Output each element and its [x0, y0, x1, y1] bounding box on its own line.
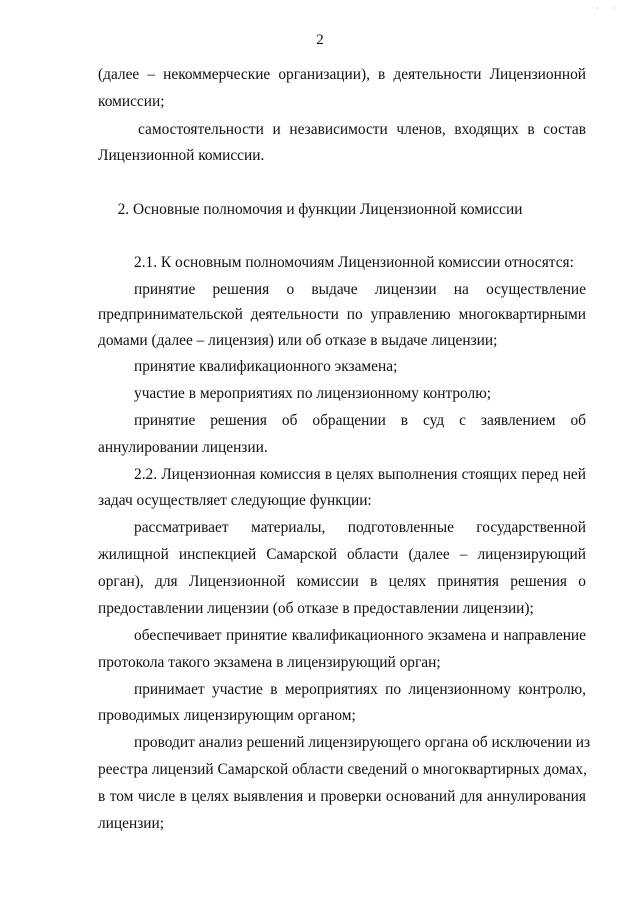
body-line: обеспечивает принятие квалификационного экзамена и направление: [134, 627, 586, 644]
body-line: (далее – некоммерческие организации), в деятельности Лицензионной: [98, 66, 586, 83]
body-line: проводимых лицензирующим органом;: [98, 707, 356, 724]
body-line: рассматривает материалы, подготовленные государственной: [134, 519, 586, 536]
body-line: принимает участие в мероприятиях по лицензионному контролю,: [134, 681, 586, 698]
body-line: предоставлении лицензии (об отказе в предоставлении лицензии);: [98, 600, 534, 617]
body-line: 2.2. Лицензионная комиссия в целях выполнения стоящих перед ней: [134, 466, 586, 483]
body-line: принятие решения о выдаче лицензии на осуществление: [134, 281, 586, 298]
body-line: реестра лицензий Самарской области сведений о многоквартирных домах,: [98, 761, 587, 778]
page-number: 2: [316, 32, 324, 48]
body-line: Лицензионной комиссии.: [98, 147, 265, 164]
body-line: домами (далее – лицензия) или об отказе в выдаче лицензии;: [98, 332, 498, 349]
body-line: принятие квалификационного экзамена;: [134, 358, 398, 375]
corner-mark: · ·: [596, 4, 622, 13]
body-line: 2.1. К основным полномочиям Лицензионной комиссии относятся:: [134, 254, 574, 271]
body-line: орган), для Лицензионной комиссии в целях принятия решения о: [98, 573, 586, 590]
body-line: протокола такого экзамена в лицензирующий орган;: [98, 654, 441, 671]
body-line: проводит анализ решений лицензирующего органа об исключении из: [134, 734, 591, 751]
body-line: задач осуществляет следующие функции:: [98, 492, 372, 509]
body-line: в том числе в целях выявления и проверки оснований для аннулирования: [98, 788, 586, 805]
body-line: принятие решения об обращении в суд с заявлением об: [134, 412, 586, 429]
body-line: участие в мероприятиях по лицензионному контролю;: [134, 385, 491, 402]
section-heading: 2. Основные полномочия и функции Лицензионной комиссии: [117, 201, 523, 218]
body-line: лицензии;: [98, 815, 165, 832]
body-line: аннулировании лицензии.: [98, 439, 268, 456]
body-line: самостоятельности и независимости членов, входящих в состав: [138, 121, 586, 138]
body-line: предпринимательской деятельности по управлению многоквартирными: [98, 306, 586, 323]
body-line: комиссии;: [98, 93, 165, 110]
body-line: жилищной инспекцией Самарской области (далее – лицензирующий: [98, 546, 586, 563]
